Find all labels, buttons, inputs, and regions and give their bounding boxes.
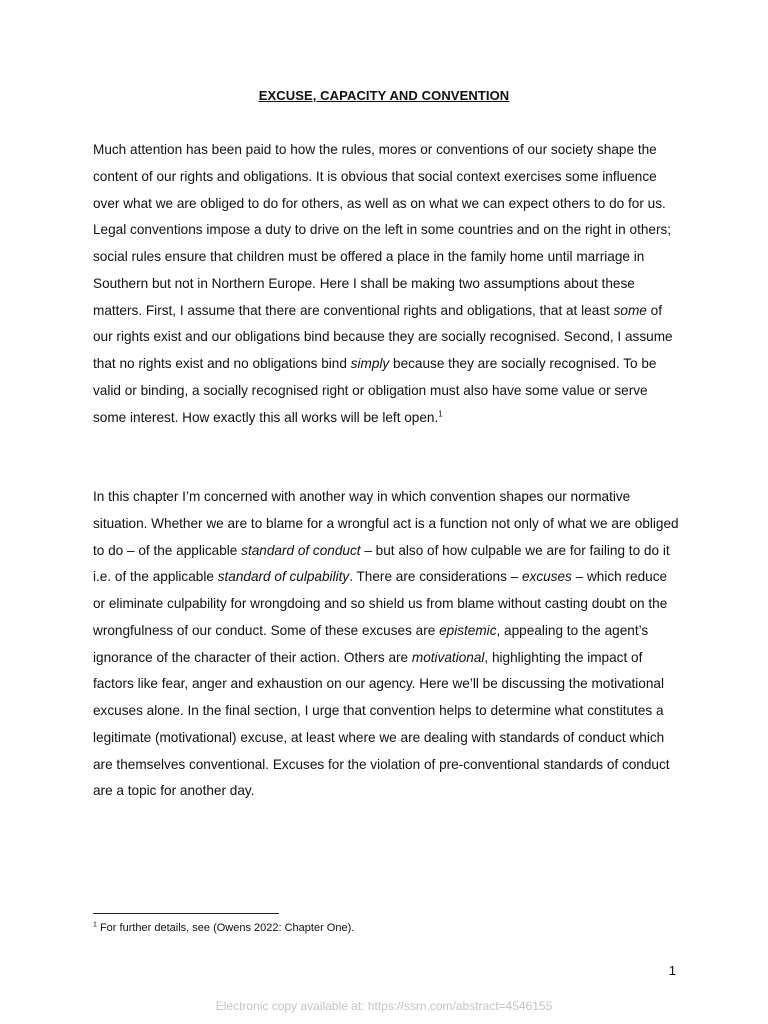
paragraph-intro: [93, 137, 679, 431]
paragraph-intro-text-e: because they are socially recognised. To be valid or binding, a socially recognised right or obligation must also have some value or serve some interest. How exactly this all works will be left open.: [93, 356, 657, 425]
emphasis-standard-of-conduct: standard of conduct: [241, 542, 361, 558]
paragraph-intro-text-c: of our rights exist and our obligations bind because they are socially recognised. Second, I assume that no rights exist and no obligations bind: [93, 302, 673, 371]
emphasis-motivational: motivational: [411, 649, 485, 665]
emphasis-simply: simply: [350, 356, 390, 371]
footnote-separator: [93, 913, 279, 914]
paragraph-intro-text-a: Much attention has been paid to how the rules, mores or conventions of our society shape the content of our rights and obligations. It is obvious that social context exercises some influence over what we are obliged to do for others, as well as on what we can expect others to do for us. Legal conventions impose a duty to drive on the left in some countries and on the right in others; social rules ensure that children must be offered a place in the family home until marriage in Southern but not in Northern Europe. Here I shall be making two assumptions about these matters. First, I assume that there are conventional rights and obligations, that at least: [93, 142, 672, 318]
footnote: [93, 920, 354, 936]
emphasis-some: some: [613, 302, 647, 318]
ssrn-watermark: Electronic copy available at: https://ssrn.com/abstract=4546155: [215, 999, 553, 1013]
page-number: 1: [668, 963, 676, 978]
paragraph-chapter-text-e: . There are considerations –: [349, 569, 522, 585]
paragraph-chapter-aim: [93, 484, 679, 805]
paragraph-chapter-text-a: In this chapter I’m concerned with another way in which convention shapes our normative situation. Whether we are to blame for a wrongful act is a function not only of what we are obliged to do – of the applicable: [93, 489, 679, 558]
footnote-reference[interactable]: 1: [438, 408, 443, 418]
footnote-marker: 1: [93, 921, 97, 929]
paragraph-chapter-text-g: – which reduce or eliminate culpability for wrongdoing and so shield us from blame without casting doubt on the wrongfulness of our conduct. Some of these excuses are: [93, 569, 668, 638]
footnote-text: For further details, see (Owens 2022: Chapter One).: [96, 922, 355, 934]
emphasis-epistemic: epistemic: [439, 622, 497, 638]
paragraph-chapter-text-i: , appealing to the agent’s ignorance of the character of their action. Others are: [93, 622, 649, 665]
emphasis-excuses: excuses: [521, 569, 572, 585]
emphasis-standard-of-culpability: standard of culpability: [217, 569, 350, 585]
paragraph-chapter-text-c: – but also of how culpable we are for failing to do it i.e. of the applicable: [93, 542, 670, 585]
document-title: EXCUSE, CAPACITY AND CONVENTION: [258, 88, 510, 103]
paragraph-chapter-text-k: , highlighting the impact of factors like fear, anger and exhaustion on our agency. Here we’ll be discussing the motivational excuses alone. In the final section, I urge that convention helps to determine what constitutes a legitimate (motivational) excuse, at least where we are dealing with standards of conduct which are themselves conventional. Excuses for the violation of pre-conventional standards of conduct are a topic for another day.: [93, 649, 670, 799]
